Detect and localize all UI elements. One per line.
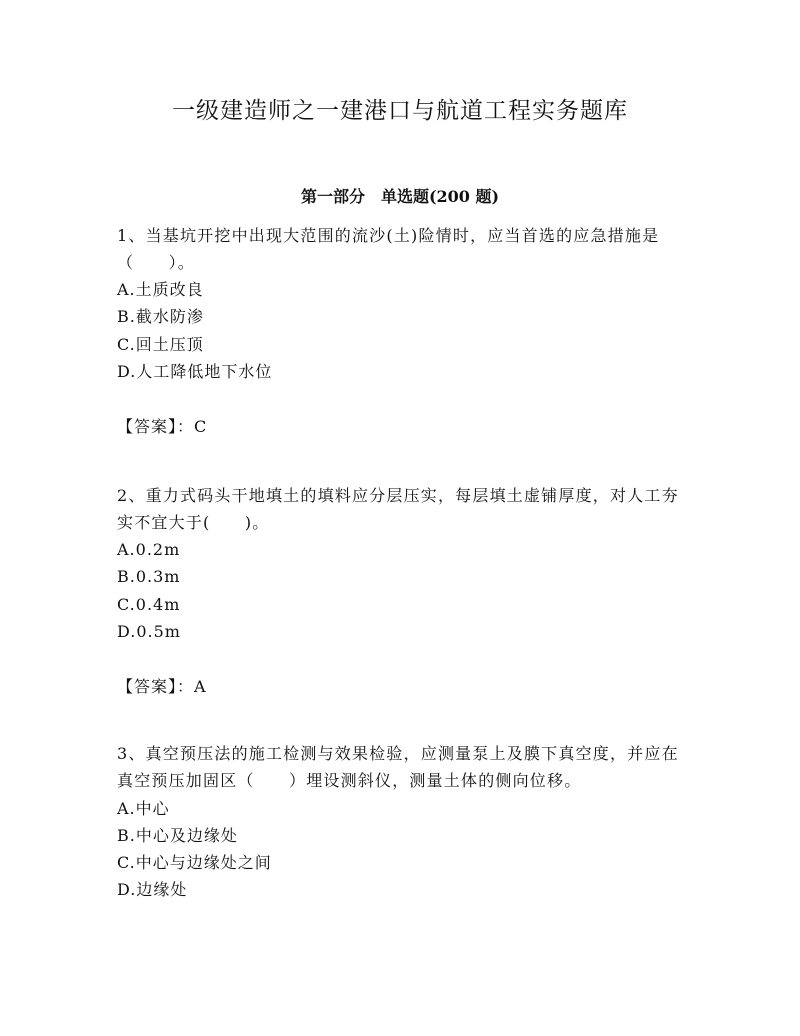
question-1-text: 1、当基坑开挖中出现大范围的流沙(土)险情时，应当首选的应急措施是（ ）。 <box>117 226 660 272</box>
question-1-option-c: C.回土压顶 <box>117 335 204 354</box>
question-3-option-a: A.中心 <box>117 799 170 818</box>
question-2-option-c: C.0.4m <box>117 595 181 614</box>
question-2-text: 2、重力式码头干地填土的填料应分层压实，每层填土虚铺厚度，对人工夯实不宜大于( )。 <box>117 486 679 532</box>
question-3-text: 3、真空预压法的施工检测与效果检验，应测量泵上及膜下真空度，并应在真空预压加固区（ ）埋设测斜仪，测量土体的侧向位移。 <box>117 744 679 790</box>
question-1-option-d: D.人工降低地下水位 <box>117 362 273 381</box>
question-3-option-d: D.边缘处 <box>117 880 188 899</box>
question-2-option-b: B.0.3m <box>117 567 181 586</box>
question-2-answer: 【答案】：A <box>117 677 207 696</box>
document-title: 一级建造师之一建港口与航道工程实务题库 <box>172 98 628 124</box>
question-1-option-b: B.截水防渗 <box>117 307 204 326</box>
question-1-option-a: A.土质改良 <box>117 280 204 299</box>
question-3-option-b: B.中心及边缘处 <box>117 826 238 845</box>
section-title: 第一部分 单选题(200 题) <box>300 187 500 206</box>
question-2-option-d: D.0.5m <box>117 622 181 641</box>
question-2-option-a: A.0.2m <box>117 540 181 559</box>
question-3-option-c: C.中心与边缘处之间 <box>117 853 272 872</box>
question-1-answer: 【答案】：C <box>117 417 208 436</box>
